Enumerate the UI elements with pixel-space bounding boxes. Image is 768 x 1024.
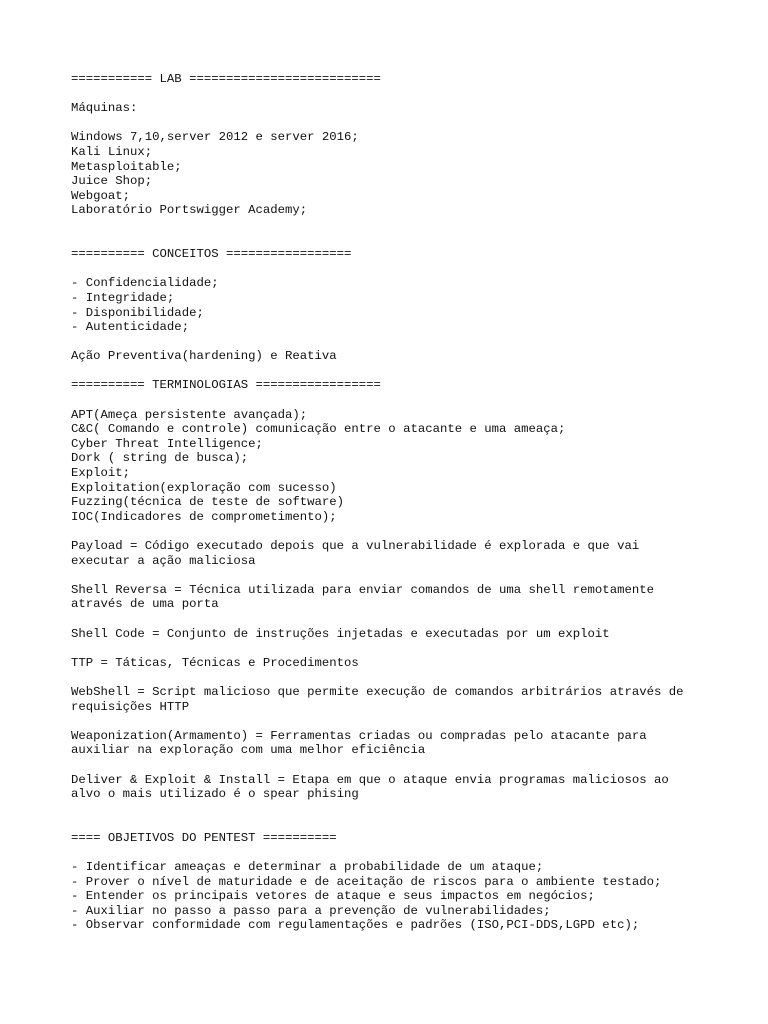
section-header-concepts: ========== CONCEITOS =================: [71, 247, 352, 262]
machine-item: Juice Shop;: [71, 174, 153, 189]
term-item: Dork ( string de busca);: [71, 451, 249, 466]
term-payload-line: executar a ação maliciosa: [71, 553, 256, 568]
term-deliver-line: alvo o mais utilizado é o spear phising: [71, 787, 359, 802]
term-payload-line: Payload = Código executado depois que a vulnerabilidade é explorada e que vai: [71, 539, 640, 553]
concept-item: - Autenticidade;: [71, 320, 190, 335]
machine-item: Kali Linux;: [71, 144, 153, 159]
objective-item: - Prover o nível de maturidade e de aceitação de riscos para o ambiente testado;: [71, 874, 662, 889]
term-webshell-line: requisições HTTP: [71, 699, 190, 714]
section-header-objectives: ==== OBJETIVOS DO PENTEST ==========: [71, 830, 337, 845]
term-item: Exploit;: [71, 466, 131, 481]
term-shell-reversa-line: Shell Reversa = Técnica utilizada para enviar comandos de uma shell remotamente: [71, 582, 654, 597]
term-weaponization-line: auxiliar na exploração com uma melhor eficiência: [71, 743, 426, 758]
objective-item: - Identificar ameaças e determinar a probabilidade de um ataque;: [71, 860, 544, 875]
term-item: C&C( Comando e controle) comunicação entre o atacante e uma ameaça;: [71, 422, 566, 437]
machines-title: Máquinas:: [71, 101, 138, 116]
section-header-terminology: ========== TERMINOLOGIAS =================: [71, 378, 381, 393]
term-item: Exploitation(exploração com sucesso): [71, 480, 337, 495]
machine-item: Windows 7,10,server 2012 e server 2016;: [71, 130, 359, 145]
term-shell-reversa-line: através de uma porta: [71, 597, 219, 612]
term-shell-code: Shell Code = Conjunto de instruções injetadas e executadas por um exploit: [71, 626, 610, 641]
section-header-lab: =========== LAB ==========================: [71, 72, 381, 86]
term-ttp: TTP = Táticas, Técnicas e Procedimentos: [71, 655, 359, 670]
concept-item: - Confidencialidade;: [71, 276, 219, 291]
concept-item: - Integridade;: [71, 290, 175, 305]
objective-item: - Entender os principais vetores de ataque e seus impactos em negócios;: [71, 889, 595, 904]
term-webshell-line: WebShell = Script malicioso que permite execução de comandos arbitrários através de: [71, 684, 684, 699]
objective-item: - Observar conformidade com regulamentações e padrões (ISO,PCI-DDS,LGPD etc);: [71, 918, 640, 933]
term-item: IOC(Indicadores de comprometimento);: [71, 509, 337, 524]
machine-item: Laboratório Portswigger Academy;: [71, 203, 308, 218]
machine-item: Metasploitable;: [71, 159, 182, 174]
machine-item: Webgoat;: [71, 188, 131, 203]
term-item: Fuzzing(técnica de teste de software): [71, 495, 345, 510]
term-item: Cyber Threat Intelligence;: [71, 436, 263, 451]
term-deliver-line: Deliver & Exploit & Install = Etapa em que o ataque envia programas maliciosos ao: [71, 772, 669, 787]
objective-item: - Auxiliar no passo a passo para a prevenção de vulnerabilidades;: [71, 903, 551, 918]
term-weaponization-line: Weaponization(Armamento) = Ferramentas criadas ou compradas pelo atacante para: [71, 728, 647, 743]
document-page: [71, 72, 751, 933]
concept-note: Ação Preventiva(hardening) e Reativa: [71, 349, 337, 364]
concept-item: - Disponibilidade;: [71, 305, 204, 320]
term-item: APT(Ameça persistente avançada);: [71, 407, 308, 422]
